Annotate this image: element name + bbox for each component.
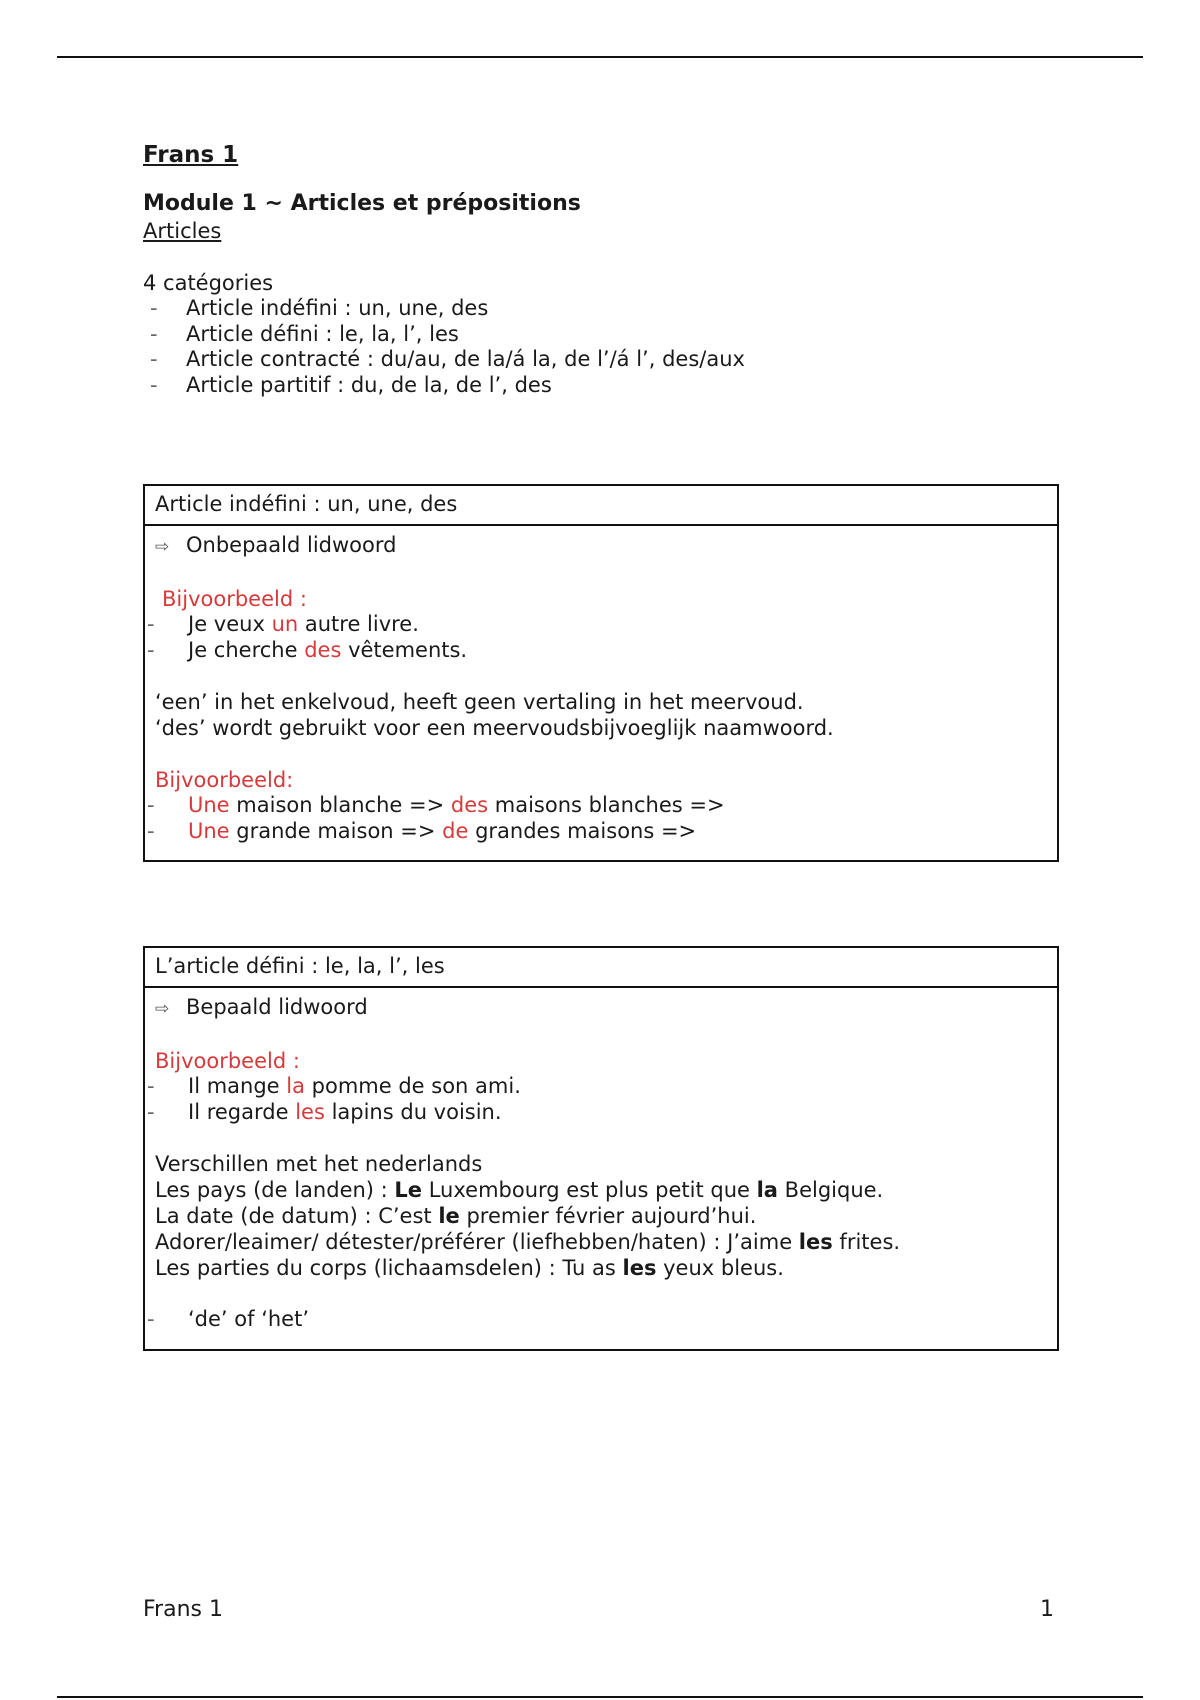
- section-heading: Articles: [143, 219, 222, 243]
- list-item: - Je veux un autre livre.: [147, 612, 419, 636]
- list-item: - Article indéfini : un, une, des: [150, 296, 489, 320]
- box-header: Article indéfini : un, une, des: [145, 486, 1057, 526]
- differences-title: Verschillen met het nederlands: [155, 1152, 483, 1176]
- indefinite-article-box: [143, 484, 1059, 862]
- page-content: [143, 140, 1063, 398]
- definite-article-box: [143, 946, 1059, 1351]
- categories-count: 4 catégories: [143, 271, 274, 295]
- note-text: ‘des’ wordt gebruikt voor een meervoudsbijvoeglijk naamwoord.: [155, 716, 834, 740]
- example-label: Bijvoorbeeld :: [155, 1049, 300, 1073]
- list-item: - Il regarde les lapins du voisin.: [147, 1099, 502, 1124]
- list-item: - Article contracté : du/au, de la/á la, de l’/á l’, des/aux: [150, 347, 745, 371]
- module-heading: Module 1 ~ Articles et prépositions: [143, 191, 581, 216]
- page-title: Frans 1: [143, 142, 239, 168]
- example-label: Bijvoorbeeld:: [155, 768, 294, 792]
- list-item: - Une grande maison => de grandes maisons =>: [147, 818, 697, 843]
- difference-line: Adorer/leaimer/ détester/préférer (liefhebben/haten) : J’aime les frites.: [155, 1230, 901, 1254]
- arrow-text: Bepaald lidwoord: [186, 995, 368, 1019]
- list-item: - Article défini : le, la, l’, les: [150, 321, 459, 346]
- difference-line: Les pays (de landen) : Le Luxembourg est plus petit que la Belgique.: [155, 1178, 884, 1202]
- box-body: [145, 526, 1057, 860]
- page-number: 1: [1040, 1597, 1054, 1622]
- list-item: - ‘de’ of ‘het’: [147, 1307, 310, 1331]
- arrow-icon: ⇨: [155, 999, 170, 1019]
- arrow-text: Onbepaald lidwoord: [186, 533, 397, 557]
- bottom-rule: [57, 1696, 1143, 1698]
- list-item: - Je cherche des vêtements.: [147, 637, 468, 662]
- difference-line: Les parties du corps (lichaamsdelen) : Tu as les yeux bleus.: [155, 1256, 784, 1280]
- footer-title: Frans 1: [143, 1597, 223, 1622]
- box-header: L’article défini : le, la, l’, les: [145, 948, 1057, 988]
- box-body: [145, 988, 1057, 1349]
- categories-list: [143, 296, 1063, 398]
- note-text: ‘een’ in het enkelvoud, heeft geen vertaling in het meervoud.: [155, 690, 804, 714]
- arrow-icon: ⇨: [155, 537, 170, 557]
- list-item: - Il mange la pomme de son ami.: [147, 1074, 521, 1098]
- difference-line: La date (de datum) : C’est le premier février aujourd’hui.: [155, 1204, 757, 1228]
- list-item: - Article partitif : du, de la, de l’, des: [150, 372, 552, 397]
- list-item: - Une maison blanche => des maisons blanches =>: [147, 793, 725, 817]
- example-label: Bijvoorbeeld :: [162, 587, 307, 611]
- top-rule: [57, 56, 1143, 58]
